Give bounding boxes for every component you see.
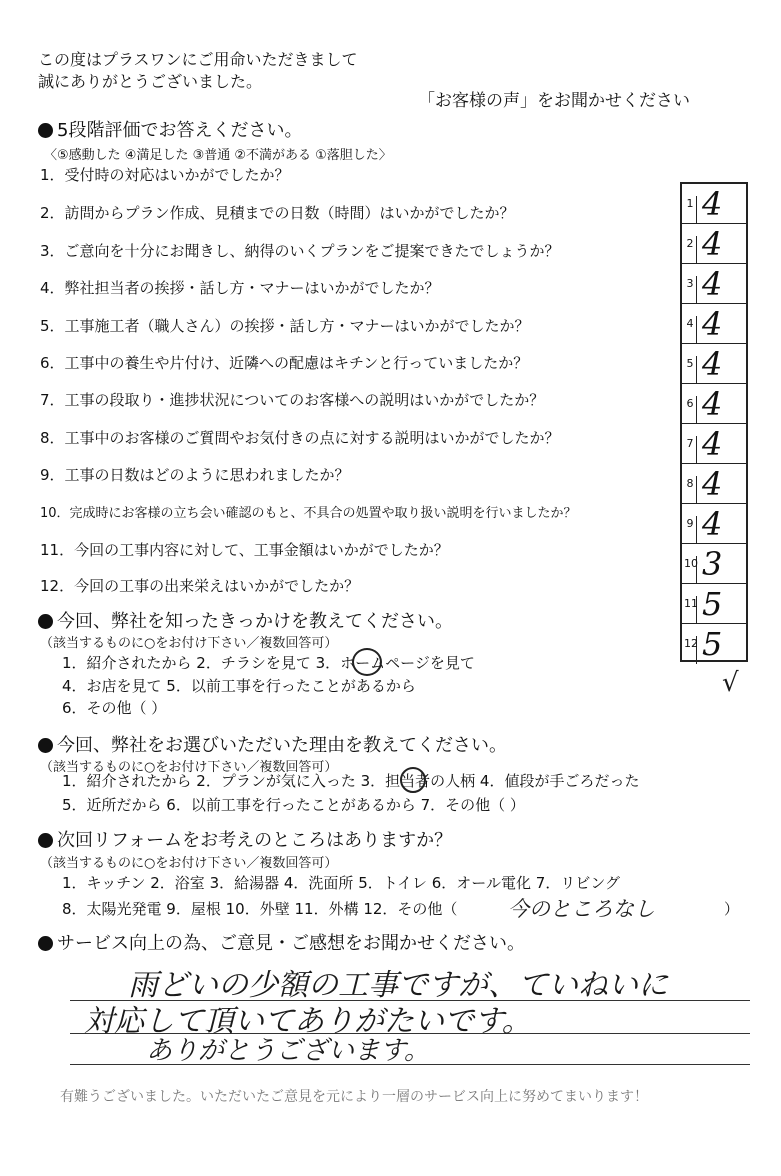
source-line-3: 6．その他（ ） [62,699,167,717]
bullet-icon [38,936,53,951]
footer-message: 有難うございました。いただいたご意見を元により一層のサービス向上に努めてまいります！ [60,1089,648,1105]
score-row [682,184,746,224]
score-number: 3 [684,276,697,304]
comment-hand-line-2: 対応して頂いてありがたいです。 [84,1004,532,1039]
bullet-icon [38,123,53,138]
reason-heading [38,731,507,757]
score-value: 4 [702,185,723,223]
score-value: 4 [702,425,723,463]
score-number: 10 [684,556,697,584]
source-note: （該当するものに○をお付け下さい／複数回答可） [40,636,338,651]
score-row [682,264,746,304]
next-line-2-close: ） [724,900,740,918]
score-value: 4 [702,505,723,543]
source-heading [38,607,453,633]
question-2: 2．訪問からプラン作成、見積までの日数（時間）はいかがでしたか？ [40,204,515,222]
score-number: 8 [684,476,697,504]
score-row [682,304,746,344]
reason-line-2: 5．近所だから 6．以前工事を行ったことがあるから 7．その他（ ） [62,796,525,814]
selection-circle [400,767,426,793]
next-heading [38,826,452,852]
score-box [680,182,748,662]
intro-line-2: 誠にありがとうございました。 [38,72,263,91]
rating-heading-text: 5段階評価でお答えください。 [57,120,303,141]
score-value: 4 [702,305,723,343]
bullet-icon [38,738,53,753]
next-line-2: 8．太陽光発電 9．屋根 10．外壁 11．外構 12．その他（ [62,900,458,918]
question-10: 10．完成時にお客様の立ち会い確認のもと、不具合の処置や取り扱い説明を行いましたか？ [40,506,577,521]
bullet-icon [38,833,53,848]
question-6: 6．工事中の養生や片付け、近隣への配慮はキチンと行っていましたか？ [40,354,529,372]
question-7: 7．工事の段取り・進捗状況についてのお客様への説明はいかがでしたか？ [40,391,545,409]
reason-note: （該当するものに○をお付け下さい／複数回答可） [40,760,338,775]
next-note: （該当するものに○をお付け下さい／複数回答可） [40,856,338,871]
score-value: 5 [702,585,723,623]
score-number: 2 [684,236,697,264]
score-row [682,624,746,664]
comment-hand-line-3: ありがとうございます。 [146,1036,430,1066]
score-value: 4 [702,265,723,303]
score-number: 4 [684,316,697,344]
score-number: 7 [684,436,697,464]
reason-heading-text: 今回、弊社をお選びいただいた理由を教えてください。 [57,735,507,756]
score-row [682,344,746,384]
question-11: 11．今回の工事内容に対して、工事金額はいかがでしたか？ [40,541,449,559]
score-number: 1 [684,196,697,224]
score-number: 5 [684,356,697,384]
question-1: 1．受付時の対応はいかがでしたか？ [40,166,290,184]
voice-title: 「お客様の声」をお聞かせください [418,91,690,111]
reason-line-1: 1．紹介されたから 2．プランが気に入った 3．担当者の人柄 4．値段が手ごろだった [62,772,640,790]
rating-heading [38,116,302,142]
score-number: 9 [684,516,697,544]
score-row [682,584,746,624]
comment-hand-line-1: 雨どいの少額の工事ですが、ていねいに [128,968,668,1003]
score-value: 4 [702,465,723,503]
score-row [682,384,746,424]
selection-circle [352,648,382,676]
score-number: 11 [684,596,697,624]
question-8: 8．工事中のお客様のご質問やお気付きの点に対する説明はいかがでしたか？ [40,429,560,447]
next-line-1: 1．キッチン 2．浴室 3．給湯器 4．洗面所 5．トイレ 6．オール電化 7．リビング [62,874,621,892]
intro-line-1: この度はプラスワンにご用命いただきまして [38,50,358,69]
score-value: 4 [702,345,723,383]
rating-scale: 〈⑤感動した ④満足した ③普通 ②不満がある ①落胆した〉 [44,148,392,163]
score-row [682,424,746,464]
score-value: 4 [702,385,723,423]
next-heading-text: 次回リフォームをお考えのところはありますか？ [57,830,453,851]
source-line-2: 4．お店を見て 5．以前工事を行ったことがあるから [62,677,416,695]
score-row [682,544,746,584]
source-heading-text: 今回、弊社を知ったきっかけを教えてください。 [57,611,453,632]
score-number: 6 [684,396,697,424]
comment-heading-text: サービス向上の為、ご意見・ご感想をお聞かせください。 [57,933,525,954]
score-value: 4 [702,225,723,263]
handwritten-next-answer: 今のところなし [508,897,655,921]
score-number: 12 [684,636,697,664]
question-5: 5．工事施工者（職人さん）の挨拶・話し方・マナーはいかがでしたか？ [40,317,530,335]
question-9: 9．工事の日数はどのように思われましたか？ [40,466,350,484]
source-line-1: 1．紹介されたから 2．チラシを見て 3．ホームページを見て [62,654,475,672]
score-row [682,224,746,264]
score-value: 3 [702,545,723,583]
question-4: 4．弊社担当者の挨拶・話し方・マナーはいかがでしたか？ [40,279,440,297]
question-12: 12．今回の工事の出来栄えはいかがでしたか？ [40,577,360,595]
score-row [682,504,746,544]
question-3: 3．ご意向を十分にお聞きし、納得のいくプランをご提案できたでしょうか？ [40,242,560,260]
check-mark-icon: √ [722,668,739,698]
score-row [682,464,746,504]
bullet-icon [38,614,53,629]
comment-heading [38,929,525,955]
score-value: 5 [702,625,723,663]
